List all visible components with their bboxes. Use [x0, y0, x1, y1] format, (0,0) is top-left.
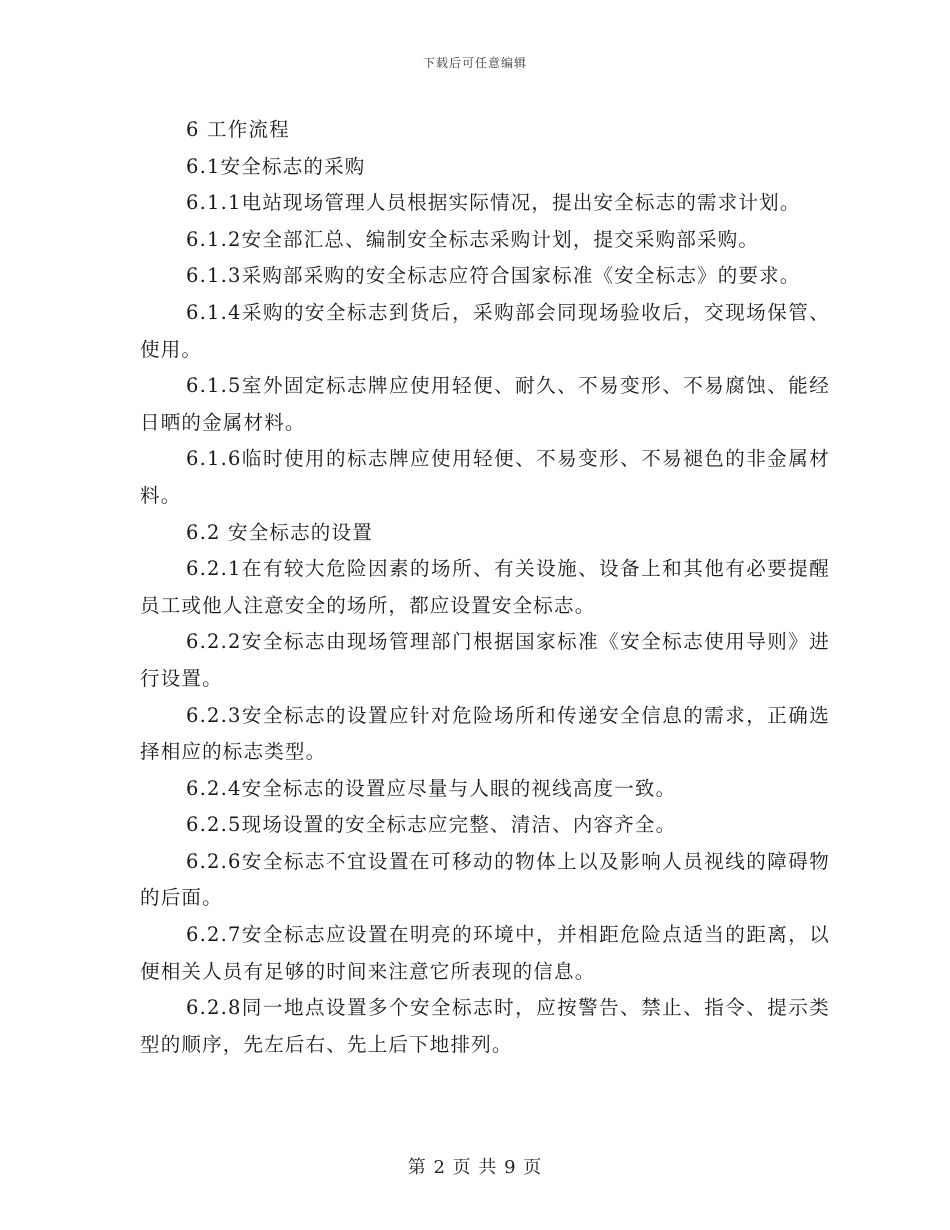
paragraph-6-2-5: 6.2.5现场设置的安全标志应完整、清洁、内容齐全。	[186, 813, 677, 837]
paragraph-6-2-1: 6.2.1在有较大危险因素的场所、有关设施、设备上和其他有必要提醒员工或他人注意安全的场所，都应设置安全标志。	[140, 557, 830, 617]
paragraph-6-2-8: 6.2.8同一地点设置多个安全标志时，应按警告、禁止、指令、提示类型的顺序，先左后右、先上后下地排列。	[140, 996, 830, 1056]
page-number-footer: 第 2 页 共 9 页	[407, 1157, 543, 1178]
paragraph-6-1-3: 6.1.3采购部采购的安全标志应符合国家标准《安全标志》的要求。	[186, 264, 801, 288]
paragraph-6-2-4: 6.2.4安全标志的设置应尽量与人眼的视线高度一致。	[186, 776, 677, 800]
subsection-heading-6-2: 6.2 安全标志的设置	[186, 520, 373, 544]
paragraph-6-2-6: 6.2.6安全标志不宜设置在可移动的物体上以及影响人员视线的障碍物的后面。	[140, 849, 830, 910]
paragraph-6-1-5: 6.1.5室外固定标志牌应使用轻便、耐久、不易变形、不易腐蚀、能经日晒的金属材料。	[140, 374, 830, 434]
paragraph-6-2-7: 6.2.7安全标志应设置在明亮的环境中，并相距危险点适当的距离，以便相关人员有足够的时间来注意它所表现的信息。	[140, 923, 830, 983]
section-heading-6: 6 工作流程	[186, 118, 290, 141]
paragraph-6-1-6: 6.1.6临时使用的标志牌应使用轻便、不易变形、不易褪色的非金属材料。	[140, 447, 830, 507]
paragraph-6-2-2: 6.2.2安全标志由现场管理部门根据国家标准《安全标志使用导则》进行设置。	[140, 630, 830, 690]
paragraph-6-2-3: 6.2.3安全标志的设置应针对危险场所和传递安全信息的需求，正确选择相应的标志类型。	[140, 703, 830, 764]
paragraph-6-1-4: 6.1.4采购的安全标志到货后，采购部会同现场验收后，交现场保管、使用。	[140, 300, 830, 361]
subsection-heading-6-1: 6.1安全标志的采购	[186, 154, 366, 178]
paragraph-6-1-1: 6.1.1电站现场管理人员根据实际情况，提出安全标志的需求计划。	[186, 191, 801, 215]
header-edit-note: 下载后可任意编辑	[422, 56, 527, 70]
document-body	[140, 112, 830, 1063]
paragraph-6-1-2: 6.1.2安全部汇总、编制安全标志采购计划，提交采购部采购。	[186, 227, 760, 251]
